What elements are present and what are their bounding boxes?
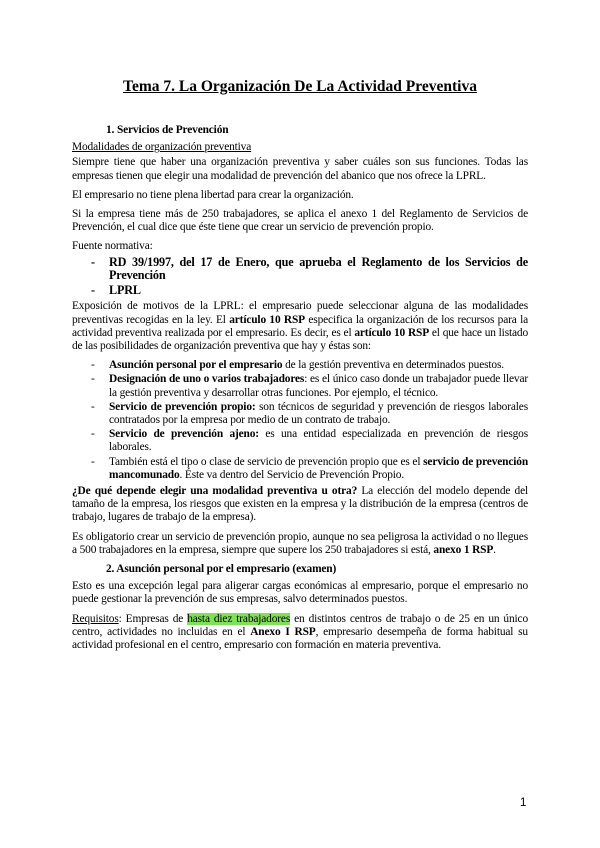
list-item: - Servicio de prevención propio: son técnicos de seguridad y prevención de riesgos laborales contratados por la empresa por medio de un contrato de trabajo. [72, 401, 528, 427]
paragraph-requisitos: Requisitos: Empresas de hasta diez trabajadores en distintos centros de trabajo o de 25 en un único centro, actividades no incluidas en el Anexo I RSP, empresario desempeña de forma habitual su actividad profesional en el centro, empresario con formación en materia preventiva. [72, 612, 528, 652]
subheading-modalidades: Modalidades de organización preventiva [72, 141, 252, 154]
list-item: - RD 39/1997, del 17 de Enero, que aprueba el Reglamento de los Servicios de Prevención [72, 256, 528, 283]
paragraph-fuente: Fuente normativa: [72, 240, 153, 253]
section-heading-asuncion: 2. Asunción personal por el empresario (examen) [106, 563, 337, 576]
highlighted-text: hasta diez trabajadores [187, 612, 291, 625]
page-number: 1 [520, 797, 527, 809]
paragraph: Si la empresa tiene más de 250 trabajadores, se aplica el anexo 1 del Reglamento de Servicios de Prevención, el cual dice que éste tiene que crear un servicio de prevención propio. [72, 208, 528, 234]
modalidades-list [72, 359, 528, 482]
normas-list [72, 256, 528, 298]
paragraph: Esto es una excepción legal para aligerar cargas económicas al empresario, porque el empresario no puede gestionar la prevención de sus empresas, salvo determinados puestos. [72, 580, 528, 606]
paragraph-pregunta: ¿De qué depende elegir una modalidad preventiva u otra? La elección del modelo depende del tamaño de la empresa, los riesgos que existen en la empresa y la distribución de la empresa (centros de trabajo, lugares de trabajo de la empresa). [72, 485, 528, 524]
list-item: - LPRL [72, 284, 528, 298]
page-title: Tema 7. La Organización De La Actividad Preventiva [123, 78, 477, 95]
paragraph: El empresario no tiene plena libertad para crear la organización. [72, 188, 354, 201]
paragraph-obligatorio: Es obligatorio crear un servicio de prevención propio, aunque no sea peligrosa la actividad o no llegues a 500 trabajadores en la empresa, siempre que supere los 250 trabajadores si está, anexo 1 RSP. [72, 530, 528, 556]
paragraph: Siempre tiene que haber una organización preventiva y saber cuáles son sus funciones. Todas las empresas tienen que elegir una modalidad de prevención del abanico que nos ofrece la LPRL. [72, 156, 528, 182]
list-item: - Servicio de prevención ajeno: es una entidad especializada en prevención de riesgos laborales. [72, 428, 528, 454]
list-item: - Designación de uno o varios trabajadores: es el único caso donde un trabajador puede llevar la gestión preventiva y desarrollar otras funciones. Por ejemplo, el técnico. [72, 373, 528, 399]
paragraph-exposicion: Exposición de motivos de la LPRL: el empresario puede seleccionar alguna de las modalidades preventivas recogidas en la ley. El artículo 10 RSP especifica la organización de los recursos para la actividad preventiva realizada por el empresario. Es decir, es el artículo 10 RSP el que hace un listado de las posibilidades de organización preventiva que hay y éstas son: [72, 300, 528, 353]
document-body [72, 124, 528, 658]
list-item: - Asunción personal por el empresario de la gestión preventiva en determinados puestos. [72, 359, 528, 372]
list-item: - También está el tipo o clase de servicio de prevención propio que es el servicio de prevención mancomunado. Éste va dentro del Servicio de Prevención Propio. [72, 456, 528, 482]
section-heading-servicios: 1. Servicios de Prevención [106, 124, 229, 136]
